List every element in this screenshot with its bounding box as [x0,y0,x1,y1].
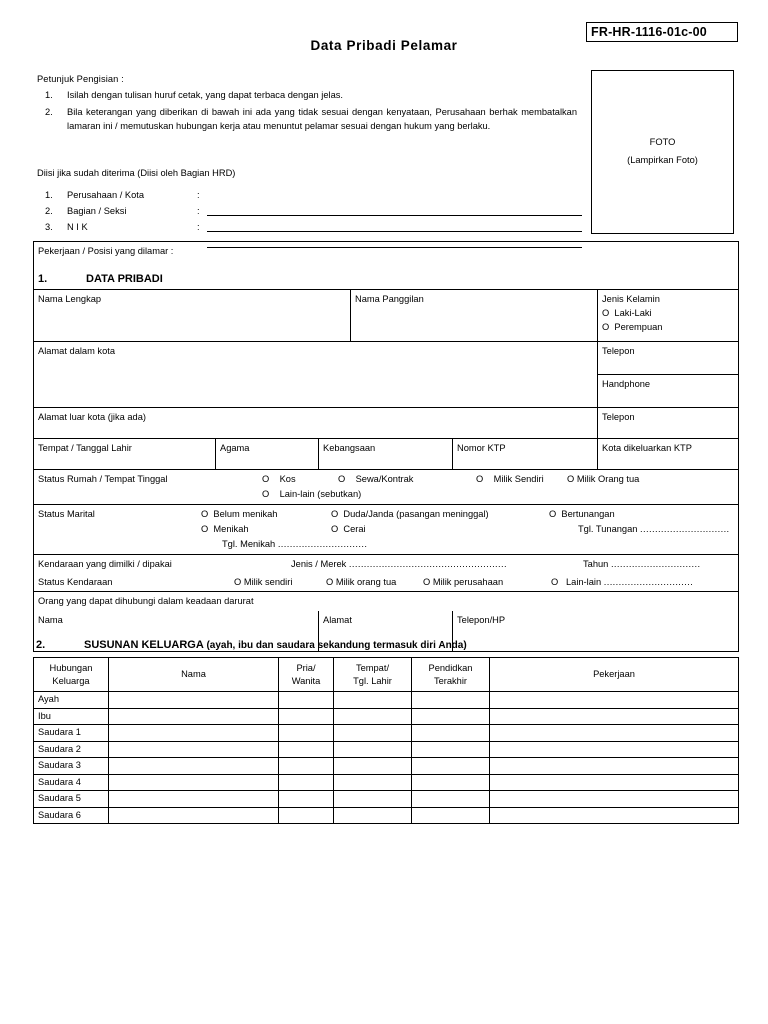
cell-pria-wanita[interactable] [279,708,334,725]
column-header-nama: Nama [109,658,279,692]
option-sewa-kontrak[interactable] [338,473,413,487]
label-tempat-tanggal-lahir: Tempat / Tanggal Lahir [38,443,132,453]
header-line-2: Keluarga [52,675,90,686]
cell-pendidikan[interactable] [412,791,490,808]
cell-nama-panggilan[interactable] [351,290,598,342]
option-label-duda-janda: Duda/Janda (pasangan meninggal) [343,509,489,519]
radio-circle-icon: O [423,577,431,587]
label-nomor-ktp: Nomor KTP [457,443,506,453]
cell-pekerjaan[interactable] [490,791,739,808]
radio-circle-icon: O [602,307,610,318]
row-status-marital [34,505,739,555]
radio-circle-icon: O [201,509,209,519]
cell-pria-wanita[interactable] [279,807,334,824]
instruction-item-2 [37,106,577,133]
label-status-marital: Status Marital [38,509,95,519]
header-line-2: Tgl. Lahir [353,675,392,686]
label-status-rumah: Status Rumah / Tempat Tinggal [38,474,168,484]
hrd-number: 3. [45,222,53,232]
section2-number: 2. [36,639,46,651]
option-label-milik-orang-tua: Milik Orang tua [576,474,640,484]
option-label-milik-sendiri-kend: Milik sendiri [243,577,293,587]
radio-circle-icon: O [262,474,270,484]
cell-tempat-tanggal-lahir[interactable] [34,439,216,470]
radio-circle-icon: O [331,524,339,534]
row-alamat-luar-kota [34,408,739,439]
section1-heading [34,268,739,290]
cell-nama[interactable] [109,692,279,709]
option-lain-lain-kend[interactable] [551,576,693,590]
photo-sublabel: (Lampirkan Foto) [627,155,698,165]
option-label-lain-lain-kend: Lain-lain [565,577,602,587]
hrd-number: 2. [45,206,53,216]
position-applied-label: Pekerjaan / Posisi yang dilamar : [38,246,174,256]
hrd-colon: : [197,190,200,200]
cell-agama[interactable] [216,439,319,470]
section2-subtitle: (ayah, ibu dan saudara sekandung termasuk diri Anda) [206,640,467,651]
document-code-text: FR-HR-1116-01c-00 [591,25,707,39]
column-header-hubungan-keluarga [34,658,109,692]
dotted-line: .............................. [610,559,701,569]
cell-tempat-tgl-lahir[interactable] [334,708,412,725]
cell-nama[interactable] [109,774,279,791]
cell-pekerjaan[interactable] [490,774,739,791]
option-label-laki-laki: Laki-Laki [614,307,652,318]
hrd-input-perusahaan[interactable] [207,188,582,200]
label-jenis-merek: Jenis / Merek [291,559,347,569]
column-header-pria-wanita [279,658,334,692]
cell-hubungan-keluarga: Saudara 1 [34,725,109,742]
cell-tempat-tgl-lahir[interactable] [334,758,412,775]
cell-hubungan-keluarga: Saudara 6 [34,807,109,824]
cell-alamat-dalam-kota[interactable] [34,342,598,408]
section1-number: 1. [38,272,48,285]
option-milik-perusahaan[interactable] [423,576,503,590]
cell-pria-wanita[interactable] [279,741,334,758]
instructions-heading: Petunjuk Pengisian : [37,74,124,84]
label-darurat-telepon: Telepon/HP [457,614,506,625]
header-line-1: Tempat/ [355,662,390,673]
radio-circle-icon: O [234,577,242,587]
cell-pendidikan[interactable] [412,758,490,775]
hrd-colon: : [197,206,200,216]
cell-tempat-tgl-lahir[interactable] [334,791,412,808]
label-status-kendaraan: Status Kendaraan [38,577,113,587]
dotted-line: .............................. [640,524,730,534]
hrd-row-bagian [37,200,582,216]
cell-pekerjaan[interactable] [490,725,739,742]
radio-circle-icon: O [602,321,610,332]
cell-pendidikan[interactable] [412,774,490,791]
position-applied-cell[interactable] [34,242,739,268]
page-title: Data Pribadi Pelamar [310,38,458,53]
cell-telepon-luar-kota[interactable] [598,408,739,439]
cell-pendidikan[interactable] [412,708,490,725]
label-tgl-tunangan: Tgl. Tunangan [578,524,638,534]
table-row [34,692,739,709]
hrd-row-perusahaan [37,184,582,200]
row-nama [34,290,739,342]
cell-pekerjaan[interactable] [490,758,739,775]
cell-tempat-tgl-lahir[interactable] [334,807,412,824]
instruction-text: Isilah dengan tulisan huruf cetak, yang dapat terbaca dengan jelas. [67,90,344,100]
radio-circle-icon: O [338,474,346,484]
option-belum-menikah[interactable] [201,508,277,522]
hrd-colon: : [197,222,200,232]
option-cerai[interactable] [331,523,366,537]
cell-darurat-telepon[interactable] [453,611,739,652]
option-label-bertunangan: Bertunangan [561,509,615,519]
label-handphone: Handphone [602,379,651,389]
option-label-milik-sendiri: Milik Sendiri [493,474,544,484]
instruction-number: 2. [45,107,53,118]
label-jenis-kelamin: Jenis Kelamin [602,294,660,304]
label-telepon: Telepon [602,346,635,356]
field-tgl-tunangan[interactable] [578,523,730,537]
option-label-lain-lain-rumah: Lain-lain (sebutkan) [279,489,362,499]
label-kota-ktp: Kota dikeluarkan KTP [602,443,692,453]
label-nama-lengkap: Nama Lengkap [38,294,102,304]
option-label-milik-perusahaan: Milik perusahaan [432,577,504,587]
hrd-label: Bagian / Seksi [67,206,127,216]
table-row [34,774,739,791]
cell-hubungan-keluarga: Saudara 4 [34,774,109,791]
hrd-heading: Diisi jika sudah diterima (Diisi oleh Bagian HRD) [37,168,236,178]
cell-pria-wanita[interactable] [279,725,334,742]
radio-circle-icon: O [262,489,270,499]
header-line-1: Pendidkan [428,662,473,673]
row-section1-heading [34,268,739,290]
label-darurat-nama: Nama [38,614,63,625]
cell-tempat-tgl-lahir[interactable] [334,741,412,758]
cell-nama[interactable] [109,791,279,808]
section2-heading [36,639,467,651]
cell-pekerjaan[interactable] [490,692,739,709]
radio-circle-icon: O [549,509,557,519]
cell-status-marital[interactable] [34,505,739,555]
option-bertunangan[interactable] [549,508,615,522]
cell-nomor-ktp[interactable] [453,439,598,470]
label-agama: Agama [220,443,250,453]
table-row [34,741,739,758]
table-row [34,791,739,808]
cell-hubungan-keluarga: Saudara 2 [34,741,109,758]
label-alamat-dalam-kota: Alamat dalam kota [38,346,115,356]
hrd-block [37,168,582,248]
option-label-milik-orang-tua-kend: Milik orang tua [335,577,397,587]
radio-circle-icon: O [551,577,559,587]
option-label-kos: Kos [279,474,296,484]
radio-circle-icon: O [567,474,575,484]
family-table-header-row [34,658,739,692]
cell-pekerjaan[interactable] [490,708,739,725]
cell-hubungan-keluarga: Saudara 3 [34,758,109,775]
section2-title: SUSUNAN KELUARGA [84,639,204,651]
radio-circle-icon: O [326,577,334,587]
cell-jenis-kelamin[interactable] [598,290,739,342]
section1-title: DATA PRIBADI [86,272,163,285]
instruction-number: 1. [45,90,53,100]
label-alamat-luar-kota: Alamat luar kota (jika ada) [38,412,146,422]
hrd-number: 1. [45,190,53,200]
hrd-label: Perusahaan / Kota [67,190,145,200]
cell-pendidikan[interactable] [412,725,490,742]
option-menikah[interactable] [201,523,249,537]
cell-pria-wanita[interactable] [279,758,334,775]
table-row [34,708,739,725]
table-row [34,758,739,775]
cell-telepon[interactable] [598,342,739,375]
radio-circle-icon: O [201,524,209,534]
cell-tempat-tgl-lahir[interactable] [334,774,412,791]
cell-pria-wanita[interactable] [279,692,334,709]
header-line-2: Terakhir [433,675,468,686]
cell-tempat-tgl-lahir[interactable] [334,692,412,709]
column-header-pendidikan-terakhir [412,658,490,692]
option-perempuan[interactable] [602,321,738,335]
label-kebangsaan: Kebangsaan [323,443,376,453]
option-milik-orang-tua-kend[interactable] [326,576,396,590]
dotted-line: ..................................................... [348,559,507,569]
field-tgl-menikah[interactable] [222,538,367,552]
photo-placeholder-box [591,70,734,234]
option-milik-sendiri[interactable] [476,473,544,487]
column-header-pekerjaan: Pekerjaan [490,658,739,692]
label-nama-panggilan: Nama Panggilan [355,294,424,304]
label-darurat: Orang yang dapat dihubungi dalam keadaan darurat [38,596,254,606]
row-alamat-dalam-kota [34,342,739,375]
cell-hubungan-keluarga: Ayah [34,692,109,709]
cell-nama[interactable] [109,725,279,742]
cell-hubungan-keluarga: Saudara 5 [34,791,109,808]
option-label-cerai: Cerai [343,524,366,534]
instruction-item-1 [37,89,577,102]
cell-pendidikan[interactable] [412,807,490,824]
option-milik-orang-tua[interactable] [567,473,639,487]
row-kelahiran-identitas [34,439,739,470]
row-kendaraan [34,555,739,574]
label-tgl-menikah: Tgl. Menikah [222,539,276,549]
cell-status-kendaraan[interactable] [34,573,739,592]
field-jenis-merek[interactable] [291,558,507,572]
radio-circle-icon: O [476,474,484,484]
instructions-block [37,74,577,137]
hrd-row-nik [37,216,582,232]
hrd-input-bagian[interactable] [207,204,582,216]
option-lain-lain-rumah[interactable] [262,488,361,502]
label-telepon-luar-kota: Telepon [602,412,635,422]
cell-nama[interactable] [109,708,279,725]
header-line-2: Wanita [291,675,321,686]
family-table [33,657,739,824]
header-line-1: Hubungan [49,662,93,673]
dotted-line: .............................. [603,577,694,587]
cell-pekerjaan[interactable] [490,807,739,824]
cell-pekerjaan[interactable] [490,741,739,758]
option-milik-sendiri-kend[interactable] [234,576,292,590]
cell-handphone[interactable] [598,375,739,408]
cell-nama[interactable] [109,758,279,775]
row-position-applied [34,242,739,268]
cell-kendaraan[interactable] [34,555,739,574]
hrd-label: N I K [67,222,88,232]
cell-nama-lengkap[interactable] [34,290,351,342]
instruction-text: Bila keterangan yang diberikan di bawah ini ada yang tidak sesuai dengan kenyataan, Perusahaan berhak membatalkan lamaran ini / memutuskan hubungan kerja atau menuntut pelamar sesuai dengan hukum yang berlaku. [67,107,577,131]
option-label-sewa-kontrak: Sewa/Kontrak [355,474,414,484]
cell-darurat-heading [34,592,739,611]
cell-pendidikan[interactable] [412,692,490,709]
option-duda-janda[interactable] [331,508,489,522]
cell-pria-wanita[interactable] [279,774,334,791]
cell-status-rumah[interactable] [34,470,739,505]
cell-alamat-luar-kota[interactable] [34,408,598,439]
option-laki-laki[interactable] [602,307,738,321]
cell-pendidikan[interactable] [412,741,490,758]
label-kendaraan: Kendaraan yang dimilki / dipakai [38,559,172,569]
cell-hubungan-keluarga: Ibu [34,708,109,725]
dotted-line: .............................. [277,539,368,549]
table-row [34,807,739,824]
cell-kota-ktp[interactable] [598,439,739,470]
header-line-1: Pria/ [296,662,316,673]
label-darurat-alamat: Alamat [323,614,352,625]
column-header-tempat-tgl-lahir [334,658,412,692]
option-label-perempuan: Perempuan [614,321,663,332]
table-row [34,725,739,742]
cell-nama[interactable] [109,741,279,758]
option-kos[interactable] [262,473,296,487]
cell-tempat-tgl-lahir[interactable] [334,725,412,742]
row-status-kendaraan [34,573,739,592]
row-darurat-heading [34,592,739,611]
cell-pria-wanita[interactable] [279,791,334,808]
cell-kebangsaan[interactable] [319,439,453,470]
label-tahun: Tahun [583,559,609,569]
option-label-belum-menikah: Belum menikah [213,509,278,519]
radio-circle-icon: O [331,509,339,519]
personal-data-table [33,241,739,652]
hrd-input-nik[interactable] [207,220,582,232]
photo-label: FOTO [649,137,676,148]
option-label-menikah: Menikah [213,524,249,534]
field-tahun[interactable] [583,558,700,572]
cell-nama[interactable] [109,807,279,824]
row-status-rumah [34,470,739,505]
